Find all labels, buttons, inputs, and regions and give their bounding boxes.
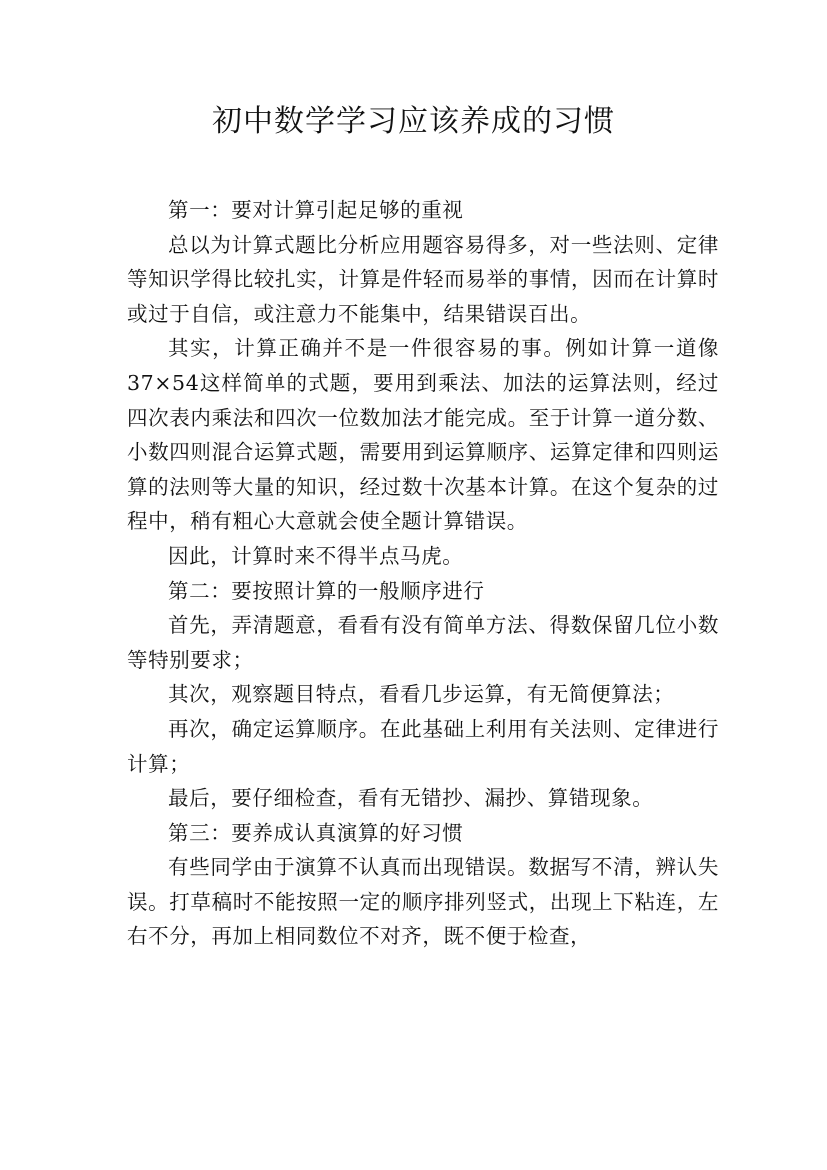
document-body — [127, 193, 719, 954]
body-paragraph: 其次，观察题目特点，看看几步运算，有无简便算法； — [168, 682, 675, 707]
body-paragraph: 最后，要仔细检查，看有无错抄、漏抄、算错现象。 — [168, 786, 654, 811]
body-paragraph: 因此，计算时来不得半点马虎。 — [168, 543, 464, 568]
body-paragraph: 首先，弄清题意，看看有没有简单方法、得数保留几位小数等特别要求； — [127, 613, 719, 672]
heading-section-1: 第一：要对计算引起足够的重视 — [168, 198, 464, 222]
body-paragraph: 再次，确定运算顺序。在此基础上利用有关法则、定律进行计算； — [127, 716, 719, 776]
body-paragraph: 其实，计算正确并不是一件很容易的事。例如计算一道像37×54这样简单的式题，要用到乘法、加法的运算法则，经过四次表内乘法和四次一位数加法才能完成。至于计算一道分数、小数四则混合运算式题，需要用到运算顺序、运算定律和四则运算的法则等大量的知识，经过数十次基本计算。在这个复杂的过程中，稍有粗心大意就会使全题计算错误。 — [127, 336, 719, 534]
body-paragraph: 有些同学由于演算不认真而出现错误。数据写不清，辨认失误。打草稿时不能按照一定的顺序排列竖式，出现上下粘连，左右不分，再加上相同数位不对齐，既不便于检查， — [127, 855, 719, 949]
heading-section-3: 第三：要养成认真演算的好习惯 — [168, 820, 464, 845]
body-paragraph: 总以为计算式题比分析应用题容易得多，对一些法则、定律等知识学得比较扎实，计算是件轻而易举的事情，因而在计算时或过于自信，或注意力不能集中，结果错误百出。 — [127, 232, 719, 326]
heading-section-2: 第二：要按照计算的一般顺序进行 — [168, 578, 485, 603]
document-title: 初中数学学习应该养成的习惯 — [212, 104, 615, 139]
